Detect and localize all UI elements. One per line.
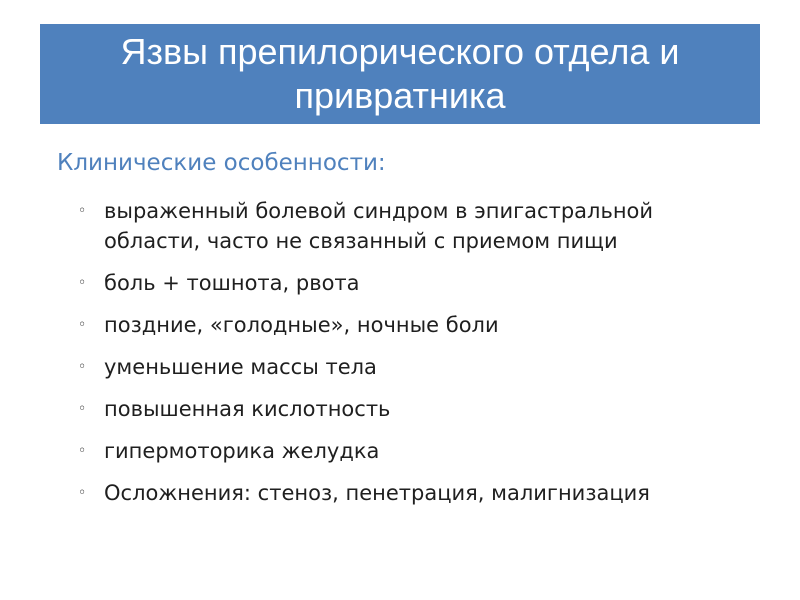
bullet-circle-icon: ◦: [78, 443, 87, 459]
bullet-item: [78, 310, 738, 340]
bullet-item: [78, 352, 738, 382]
bullet-circle-icon: ◦: [78, 485, 87, 501]
bullet-item: [78, 436, 738, 466]
bullet-item: [78, 478, 738, 508]
bullet-text: повышенная кислотность: [104, 397, 391, 421]
bullet-circle-icon: ◦: [78, 359, 87, 375]
bullet-circle-icon: ◦: [78, 203, 87, 219]
bullet-circle-icon: ◦: [78, 401, 87, 417]
bullet-text: поздние, «голодные», ночные боли: [104, 313, 499, 337]
bullet-text: выраженный болевой синдром в эпигастральной области, часто не связанный с приемом пищи: [104, 199, 654, 253]
bullet-item: [78, 196, 738, 256]
bullet-item: [78, 268, 738, 298]
slide-title-banner: [40, 24, 760, 124]
bullet-item: [78, 394, 738, 424]
section-subtitle: Клинические особенности:: [57, 150, 386, 176]
bullet-circle-icon: ◦: [78, 275, 87, 291]
bullet-text: гипермоторика желудка: [104, 439, 380, 463]
bullet-circle-icon: ◦: [78, 317, 87, 333]
bullet-list: [78, 196, 738, 520]
bullet-text: Осложнения: стеноз, пенетрация, малигнизация: [104, 481, 650, 505]
bullet-text: уменьшение массы тела: [104, 355, 377, 379]
slide-title: Язвы препилорического отдела и привратника: [120, 31, 680, 116]
bullet-text: боль + тошнота, рвота: [104, 271, 360, 295]
